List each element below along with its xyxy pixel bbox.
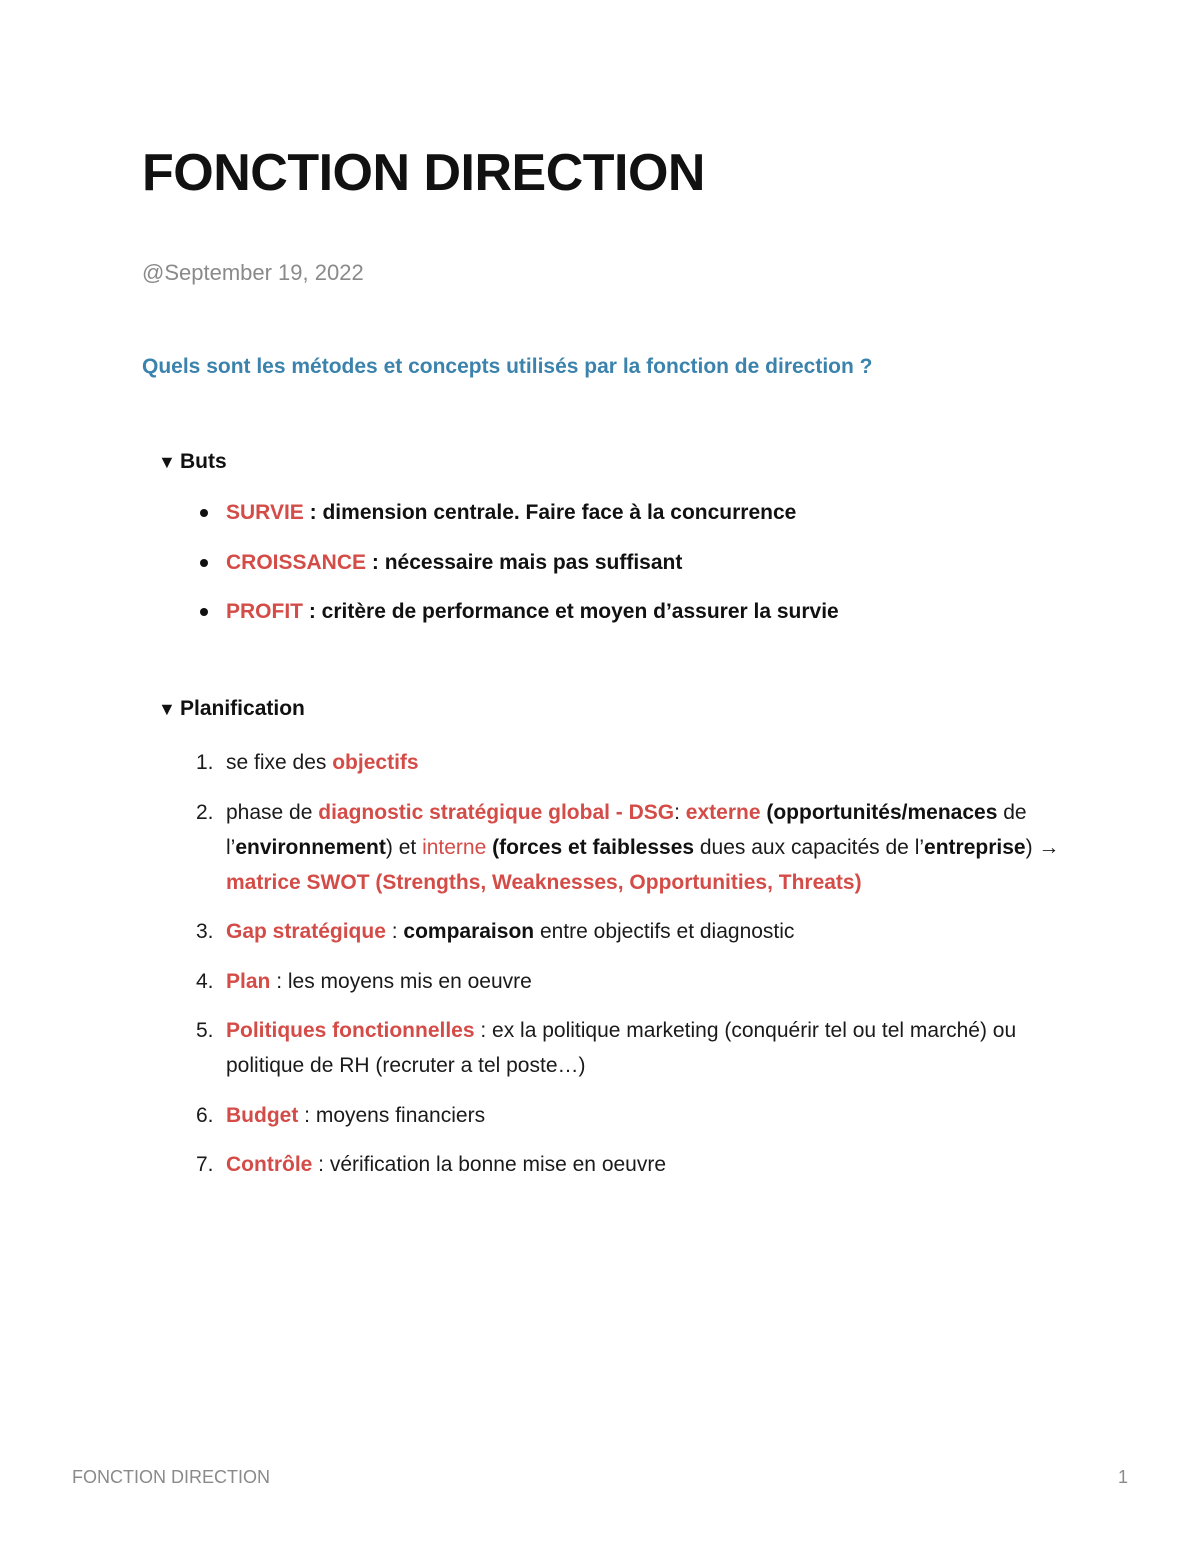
item-number: 2. bbox=[196, 800, 214, 824]
item-number: 3. bbox=[196, 920, 214, 943]
item-number: 7. bbox=[196, 1153, 214, 1176]
item-number: 1. bbox=[196, 751, 214, 774]
toggle-label: Planification bbox=[180, 697, 305, 720]
list-item: 6. Budget : moyens financiers bbox=[190, 1098, 1090, 1133]
list-item: CROISSANCE : nécessaire mais pas suffisant bbox=[190, 548, 1090, 577]
keyword: Contrôle bbox=[226, 1153, 313, 1176]
list-item: PROFIT : critère de performance et moyen d’assurer la survie bbox=[190, 597, 1090, 626]
description: critère de performance et moyen d’assurer la survie bbox=[321, 600, 839, 623]
keyword: objectifs bbox=[332, 751, 419, 774]
list-item: 1. se fixe des objectifs bbox=[190, 745, 1090, 780]
question-heading: Quels sont les métodes et concepts utilisés par la fonction de direction ? bbox=[142, 355, 873, 378]
term: CROISSANCE bbox=[226, 550, 367, 574]
keyword: Plan bbox=[226, 969, 271, 993]
triangle-down-icon[interactable]: ▼ bbox=[158, 452, 176, 472]
list-item: 4. Plan : les moyens mis en oeuvre bbox=[190, 964, 1090, 999]
planification-list bbox=[190, 745, 1090, 1197]
bullet-dot-icon bbox=[200, 559, 208, 567]
list-item: 3. Gap stratégique : comparaison entre objectifs et diagnostic bbox=[190, 914, 1090, 949]
item-number: 4. bbox=[196, 969, 214, 993]
buts-list bbox=[190, 498, 1090, 647]
triangle-down-icon[interactable]: ▼ bbox=[158, 699, 176, 719]
keyword: matrice SWOT (Strengths, Weaknesses, Opportunities, Threats) bbox=[226, 870, 862, 894]
toggle-buts[interactable] bbox=[158, 450, 227, 474]
date-mention: @September 19, 2022 bbox=[142, 260, 364, 285]
bullet-dot-icon bbox=[200, 509, 208, 517]
term: SURVIE bbox=[226, 501, 304, 524]
list-item: 2. phase de diagnostic stratégique global - DSG: externe (opportunités/menaces de l’environnement) et interne (forces et faiblesses dues aux capacités de l’entreprise) → matrice SWOT (Strengths, Weaknesses, Opportunities, Threats) bbox=[190, 795, 1090, 900]
item-number: 5. bbox=[196, 1019, 214, 1042]
keyword: diagnostic stratégique global - DSG bbox=[318, 800, 675, 824]
list-item: 7. Contrôle : vérification la bonne mise en oeuvre bbox=[190, 1147, 1090, 1182]
keyword: Gap stratégique bbox=[226, 920, 386, 943]
list-item: 5. Politiques fonctionnelles : ex la politique marketing (conquérir tel ou tel marché) ou politique de RH (recruter a tel poste…) bbox=[190, 1013, 1090, 1083]
toggle-planification[interactable] bbox=[158, 697, 305, 721]
bullet-dot-icon bbox=[200, 608, 208, 616]
toggle-label: Buts bbox=[180, 450, 227, 473]
footer-title: FONCTION DIRECTION bbox=[72, 1467, 270, 1487]
item-number: 6. bbox=[196, 1103, 214, 1127]
list-item: SURVIE : dimension centrale. Faire face à la concurrence bbox=[190, 498, 1090, 527]
keyword: interne bbox=[422, 835, 487, 859]
keyword: externe bbox=[685, 800, 761, 824]
description: nécessaire mais pas suffisant bbox=[384, 550, 683, 574]
keyword: Budget bbox=[226, 1103, 299, 1127]
description: dimension centrale. Faire face à la concurrence bbox=[322, 501, 797, 524]
keyword: Politiques fonctionnelles bbox=[226, 1019, 475, 1042]
page-number: 1 bbox=[1117, 1467, 1128, 1487]
term: PROFIT bbox=[226, 600, 303, 623]
page-title: FONCTION DIRECTION bbox=[142, 144, 705, 202]
